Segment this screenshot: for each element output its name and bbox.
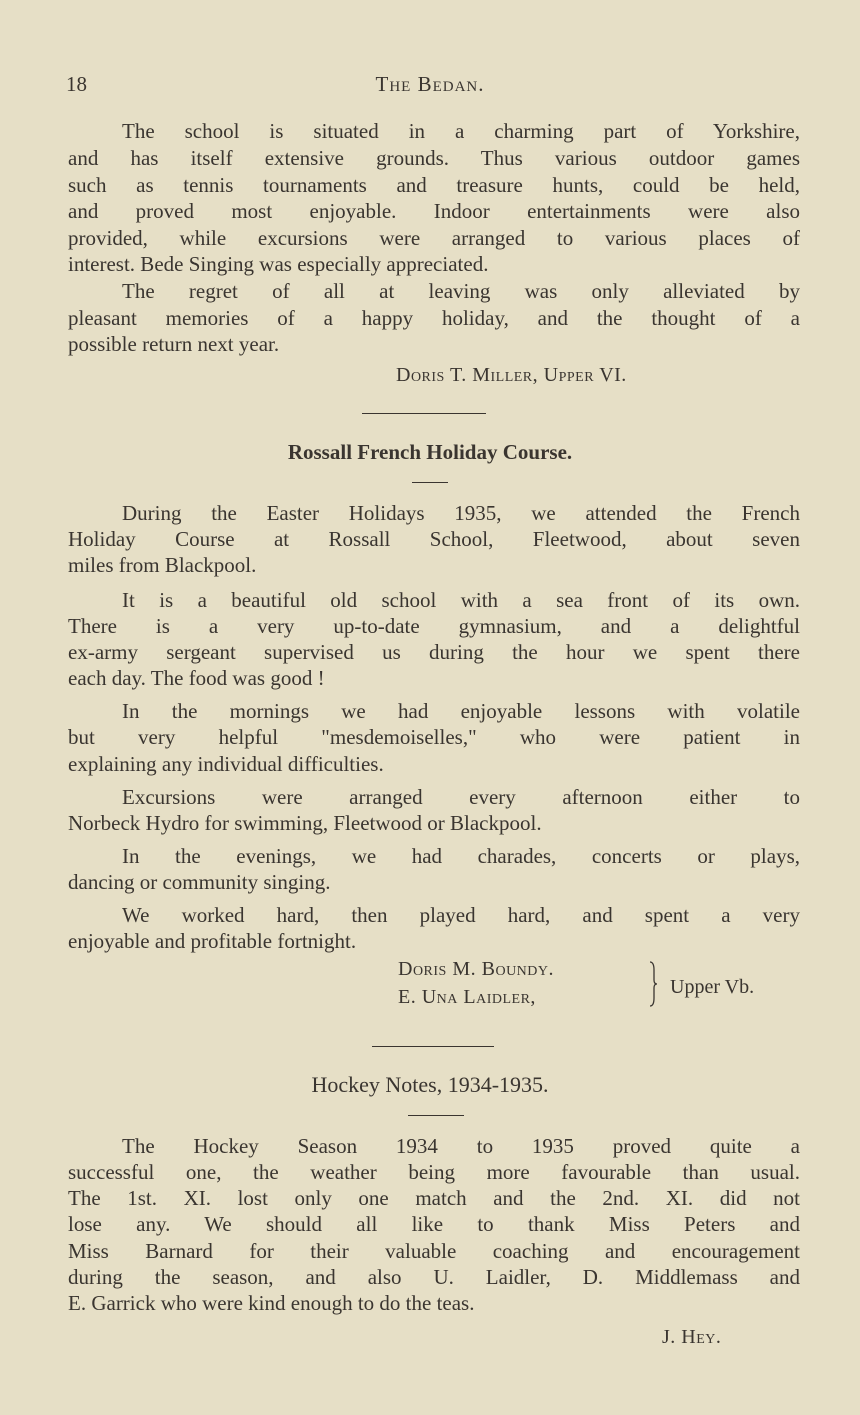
article-title: Rossall French Holiday Course. [287,440,573,464]
text-line: Miss Barnard for their valuable coaching and encouragement [68,1239,800,1263]
signature: Doris T. Miller, Upper VI. [396,364,627,386]
text-line: dancing or community singing. [68,870,331,894]
signature: J. Hey. [662,1326,722,1348]
text-line: The Hockey Season 1934 to 1935 proved quite a [122,1134,800,1158]
text-line: There is a very up-to-date gymnasium, and a delightful [68,614,800,638]
form-label: Upper Vb. [670,976,755,998]
text-line: but very helpful "mesdemoiselles," who were patient in [68,725,800,749]
text-line: E. Garrick who were kind enough to do the teas. [68,1291,475,1315]
text-line: lose any. We should all like to thank Miss Peters and [68,1212,800,1236]
signature: Doris M. Boundy. [398,958,555,980]
text-line: and has itself extensive grounds. Thus various outdoor games [68,146,800,170]
text-line: The school is situated in a charming part of Yorkshire, [122,119,800,143]
text-line: During the Easter Holidays 1935, we attended the French [122,501,800,525]
text-line: each day. The food was good ! [68,666,325,690]
text-line: possible return next year. [68,332,280,356]
article-title: Hockey Notes, 1934-1935. [311,1072,549,1097]
text-line: during the season, and also U. Laidler, D. Middlemass and [68,1265,800,1289]
text-line: such as tennis tournaments and treasure hunts, could be held, [68,173,800,197]
text-line: enjoyable and profitable fortnight. [68,929,357,953]
text-line: and proved most enjoyable. Indoor entertainments were also [68,199,800,223]
section-divider [362,413,486,414]
text-line: We worked hard, then played hard, and spent a very [122,903,800,927]
text-line: The 1st. XI. lost only one match and the 2nd. XI. did not [68,1186,800,1210]
text-line: pleasant memories of a happy holiday, and the thought of a [68,306,800,330]
text-line: ex-army sergeant supervised us during the hour we spent there [68,640,800,664]
signature: E. Una Laidler, [398,986,536,1008]
text-line: Holiday Course at Rossall School, Fleetwood, about seven [68,527,800,551]
text-line: In the evenings, we had charades, concerts or plays, [122,844,800,868]
text-line: successful one, the weather being more favourable than usual. [68,1160,800,1184]
section-divider [372,1046,494,1047]
title-underline [408,1115,464,1116]
running-head: The Bedan. [375,72,485,96]
brace-icon [648,960,658,1008]
text-line: It is a beautiful old school with a sea front of its own. [122,588,800,612]
text-line: Norbeck Hydro for swimming, Fleetwood or Blackpool. [68,811,542,835]
text-line: interest. Bede Singing was especially appreciated. [68,252,489,276]
text-line: miles from Blackpool. [68,553,257,577]
title-underline [412,482,448,483]
text-line: The regret of all at leaving was only alleviated by [122,279,800,303]
text-line: In the mornings we had enjoyable lessons with volatile [122,699,800,723]
text-line: Excursions were arranged every afternoon either to [122,785,800,809]
text-line: provided, while excursions were arranged to various places of [68,226,800,250]
text-line: explaining any individual difficulties. [68,752,384,776]
page-number: 18 [66,72,87,96]
